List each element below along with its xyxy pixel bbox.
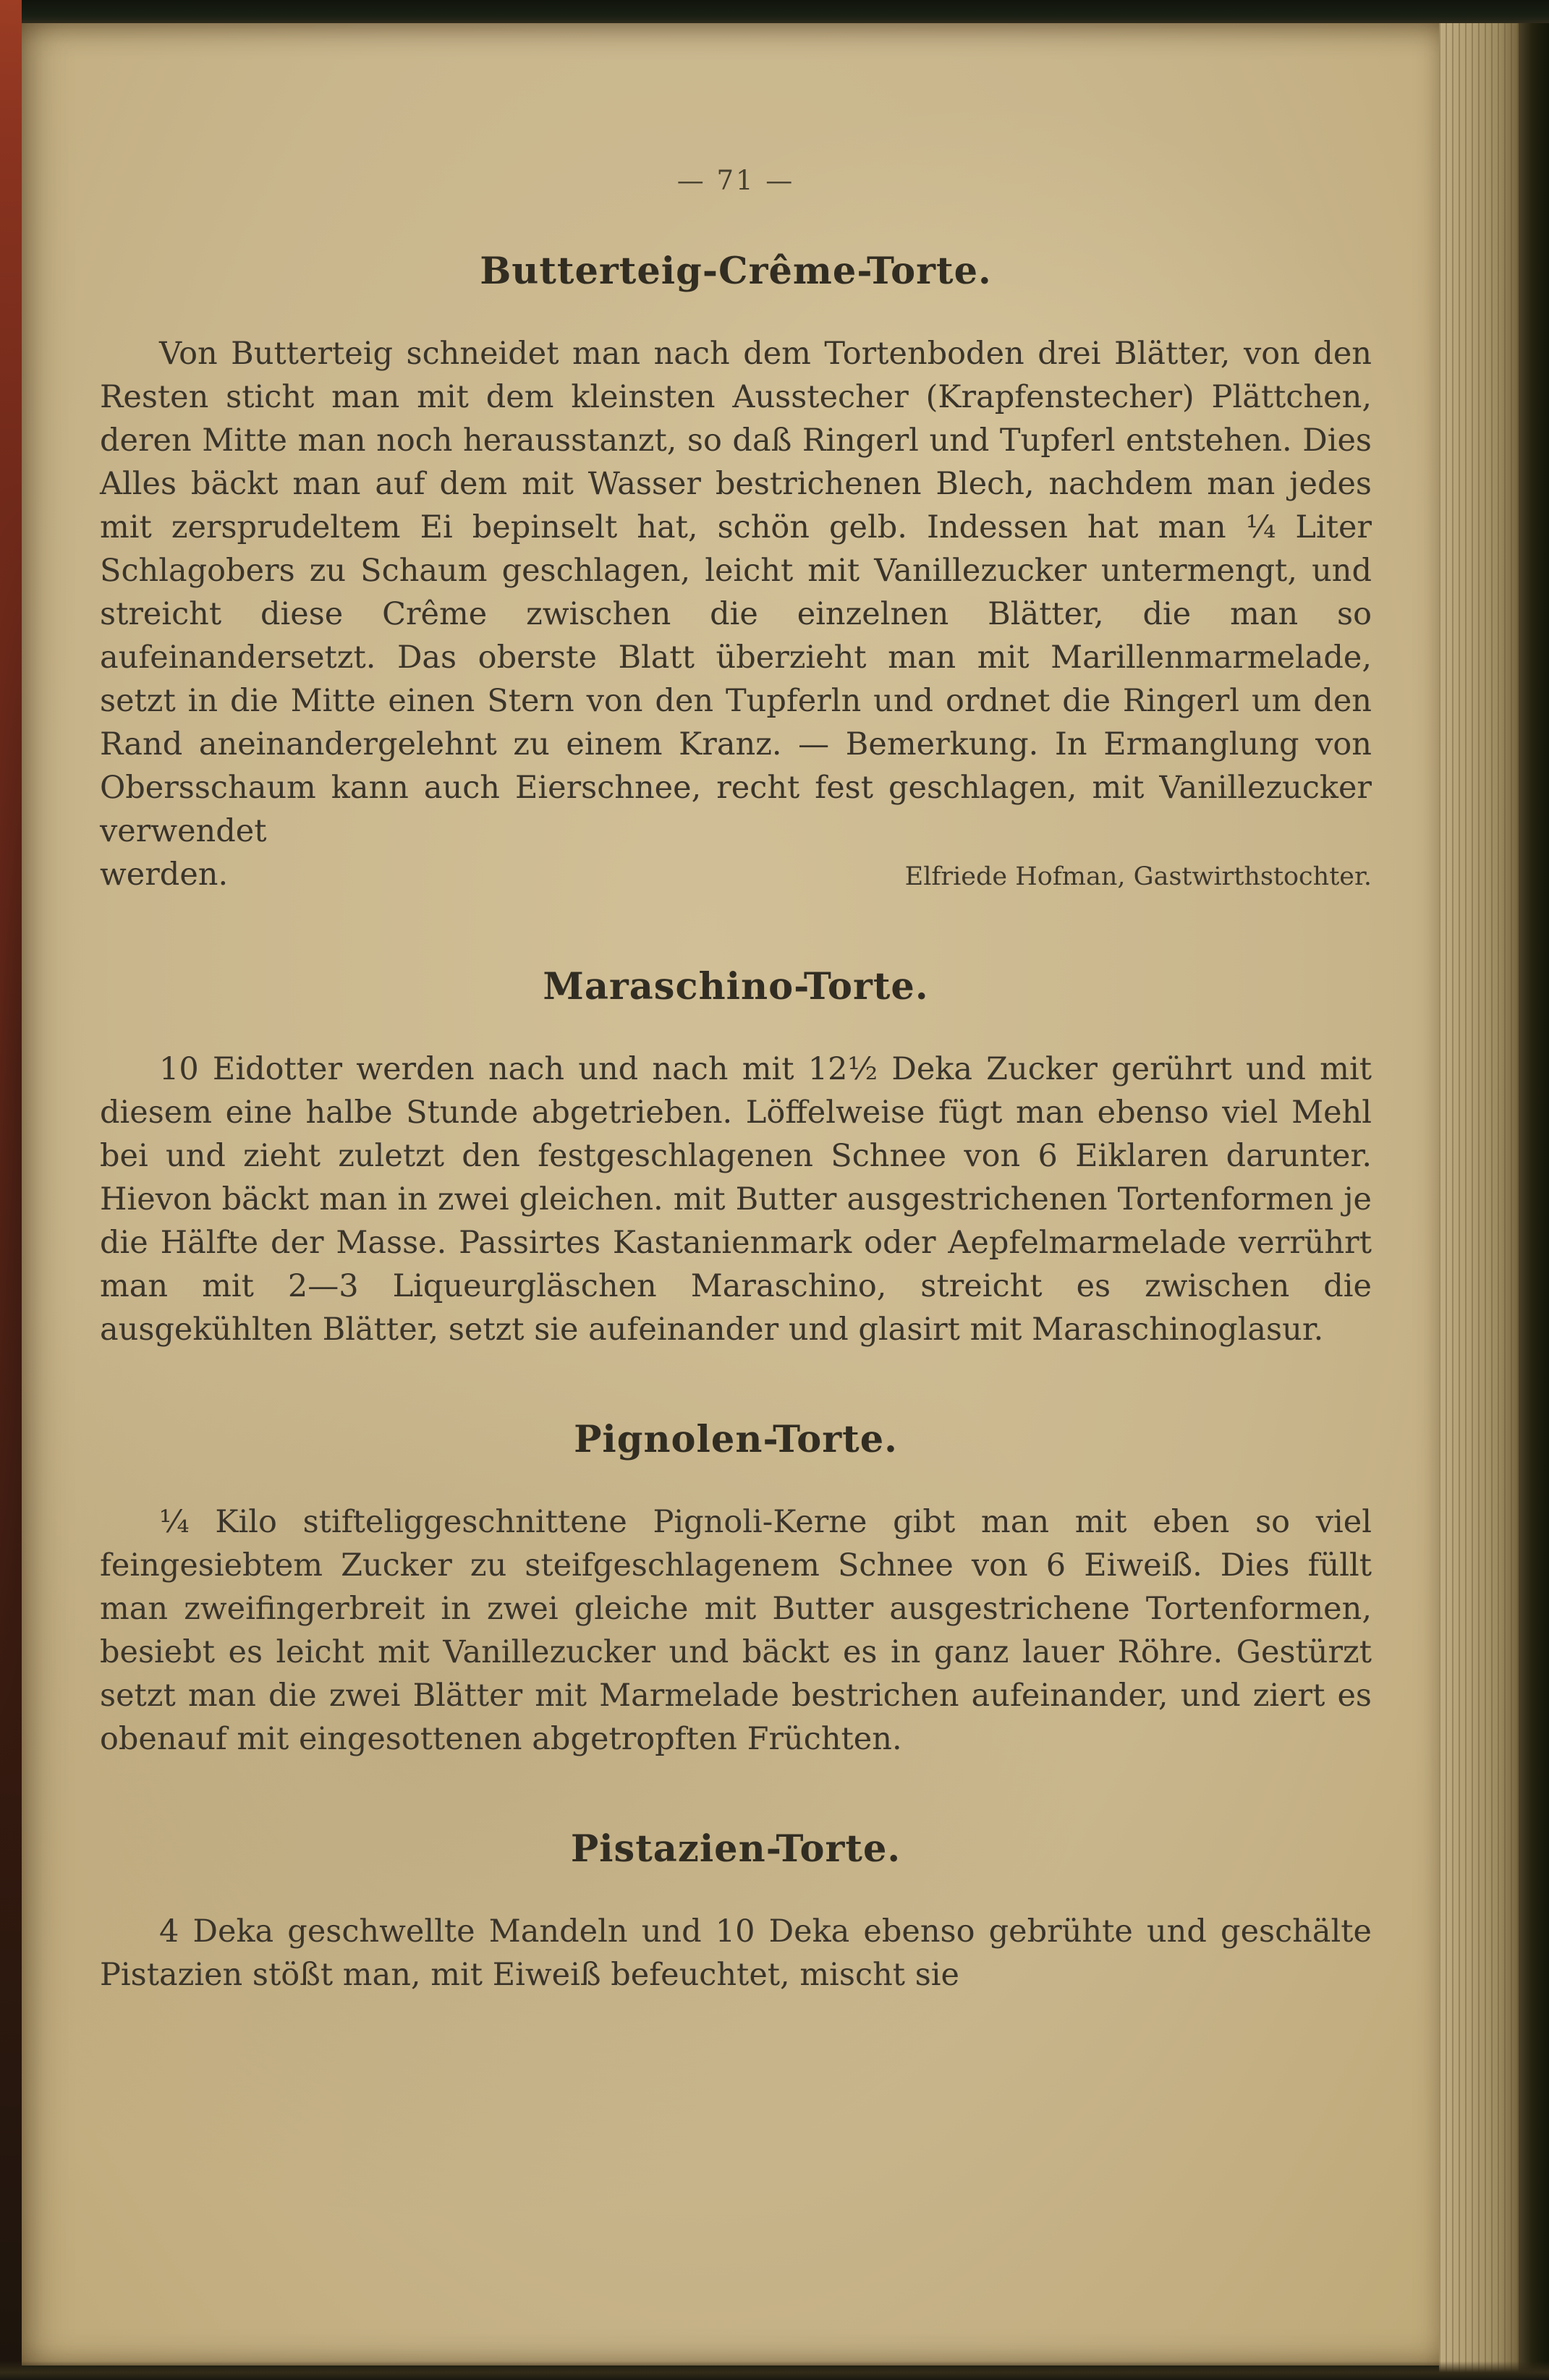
recipe-attribution: Elfriede Hofman, Gastwirthstochter. <box>904 862 1372 891</box>
book-spine-edge <box>0 0 22 2380</box>
recipe-body-tail: werden. <box>100 857 229 893</box>
scan-edge-top <box>0 0 1549 23</box>
recipe-body: Von Butterteig schneidet man nach dem Tortenboden drei Blätter, von den Resten sticht man mit dem kleinsten Ausstecher (Krapfenstecher) Plättchen, deren Mitte man noch herausstanzt, so daß Ringerl und Tupferl entstehen. Dies Alles bäckt man auf dem mit Wasser bestrichenen Blech, nachdem man jedes mit zersprudeltem Ei bepinselt hat, schön gelb. Indessen hat man ¼ Liter Schlagobers zu Schaum geschlagen, leicht mit Vanillezucker untermengt, und streicht diese Crême zwischen die einzelnen Blätter, die man so aufeinandersetzt. Das oberste Blatt überzieht man mit Marillenmarmelade, setzt in die Mitte einen Stern von den Tupferln und ordnet die Ringerl um den Rand aneinandergelehnt zu einem Kranz. — Bemerkung. In Ermanglung von Obersschaum kann auch Eierschnee, recht fest geschlagen, mit Vanillezucker verwendet <box>100 336 1372 849</box>
scan-edge-right <box>1519 0 1549 2380</box>
recipe-last-line <box>100 853 1372 898</box>
recipe-title: Pignolen-Torte. <box>574 1418 898 1461</box>
recipe-title: Pistazien-Torte. <box>570 1827 901 1871</box>
page-fore-edges <box>1439 0 1519 2380</box>
recipe-section-pignolen-torte <box>100 1418 1372 1761</box>
recipe-body: 10 Eidotter werden nach und nach mit 12½ Deka Zucker gerührt und mit diesem eine halbe Stunde abgetrieben. Löffelweise fügt man ebenso viel Mehl bei und zieht zuletzt den festgeschlagenen Schnee von 6 Eiklaren darunter. Hievon bäckt man in zwei gleichen. mit Butter ausgestrichenen Tortenformen je die Hälfte der Masse. Passirtes Kastanienmark oder Aepfelmarmelade verrührt man mit 2—3 Liqueurgläschen Maraschino, streicht es zwischen die ausgekühlten Blätter, setzt sie aufeinander und glasirt mit Maraschinoglasur. <box>100 1051 1372 1348</box>
scan-edge-bottom <box>0 2361 1549 2380</box>
recipe-section-maraschino-torte <box>100 965 1372 1351</box>
recipe-body: 4 Deka geschwellte Mandeln und 10 Deka ebenso gebrühte und geschälte Pistazien stößt man, mit Eiweiß befeuchtet, mischt sie <box>100 1913 1372 1993</box>
recipe-body: ¼ Kilo stifteliggeschnittene Pignoli-Kerne gibt man mit eben so viel feingesiebtem Zucker zu steifgeschlagenem Schnee von 6 Eiweiß. Dies füllt man zweifingerbreit in zwei gleiche mit Butter ausgestrichene Tortenformen, besiebt es leicht mit Vanillezucker und bäckt es in ganz lauer Röhre. Gestürzt setzt man die zwei Blätter mit Marmelade bestrichen aufeinander, und ziert es obenauf mit eingesottenen abgetropften Früchten. <box>100 1504 1372 1757</box>
book-page <box>20 22 1446 2366</box>
recipe-title: Butterteig-Crême-Torte. <box>480 250 992 293</box>
page-number: — 71 — <box>676 165 795 196</box>
recipe-section-butterteig-creme-torte <box>100 250 1372 898</box>
recipe-title: Maraschino-Torte. <box>543 965 929 1008</box>
recipe-section-pistazien-torte <box>100 1827 1372 1997</box>
